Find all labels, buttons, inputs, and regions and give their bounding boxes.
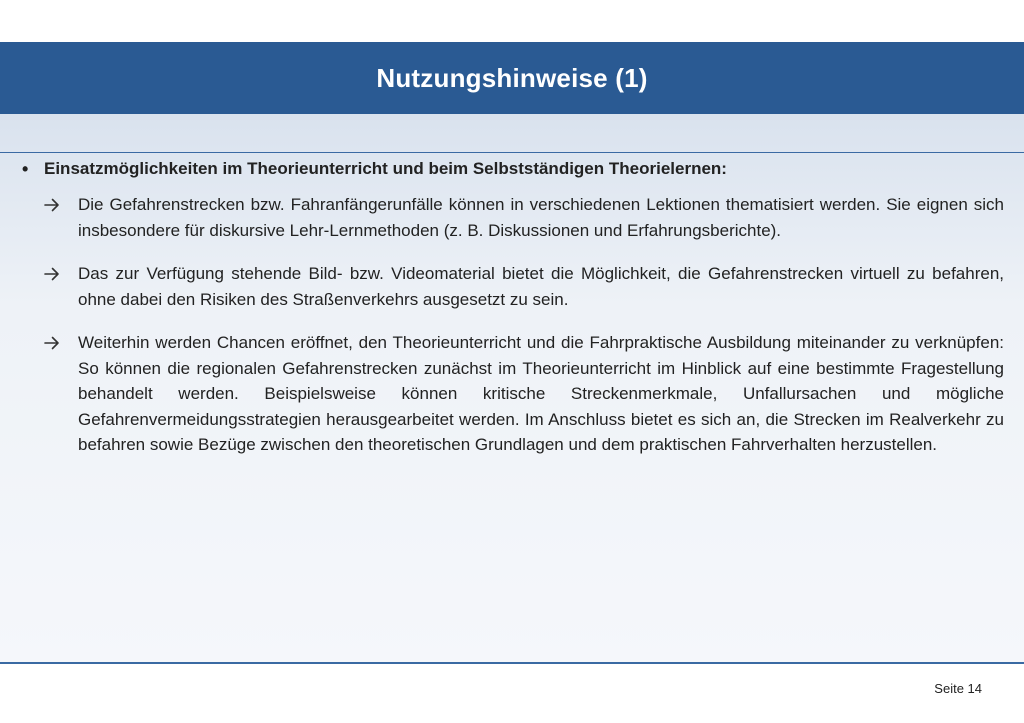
list-item: [44, 330, 1004, 458]
list-item: [44, 192, 1004, 243]
list-item-text: Das zur Verfügung stehende Bild- bzw. Videomaterial bietet die Möglichkeit, die Gefahrenstrecken virtuell zu befahren, ohne dabei den Risiken des Straßenverkehrs ausgesetzt zu sein.: [78, 264, 1004, 309]
section-heading: [22, 158, 1002, 180]
section-heading-text: Einsatzmöglichkeiten im Theorieunterricht und beim Selbstständigen Theorielernen:: [44, 159, 727, 178]
slide-title: Nutzungshinweise (1): [376, 62, 648, 93]
bottom-divider: [0, 662, 1024, 664]
top-divider: [0, 152, 1024, 153]
bullet-icon: •: [22, 159, 29, 179]
page-number: Seite 14: [934, 681, 982, 696]
arrow-right-icon: [44, 192, 78, 218]
list-item: [44, 261, 1004, 312]
arrow-right-icon: [44, 330, 78, 356]
item-list: [44, 192, 1004, 476]
arrow-right-icon: [44, 261, 78, 287]
title-bar: [0, 42, 1024, 114]
list-item-text: Die Gefahrenstrecken bzw. Fahranfängerunfälle können in verschiedenen Lektionen thematisiert werden. Sie eignen sich insbesondere für diskursive Lehr-Lernmethoden (z. B. Diskussionen und Erfahrungsberichte).: [78, 195, 1004, 240]
list-item-text: Weiterhin werden Chancen eröffnet, den Theorieunterricht und die Fahrpraktische Ausbildung miteinander zu verknüpfen: So können die regionalen Gefahrenstrecken zunächst im Theorieunterricht im Hinblick auf eine bestimmte Fragestellung behandelt werden. Beispielsweise können kritische Streckenmerkmale, Unfallursachen und mögliche Gefahrenvermeidungsstrategien herausgearbeitet werden. Im Anschluss bietet es sich an, die Strecken im Realverkehr zu befahren sowie Bezüge zwischen den theoretischen Grundlagen und dem praktischen Fahrverhalten herzustellen.: [78, 333, 1004, 454]
